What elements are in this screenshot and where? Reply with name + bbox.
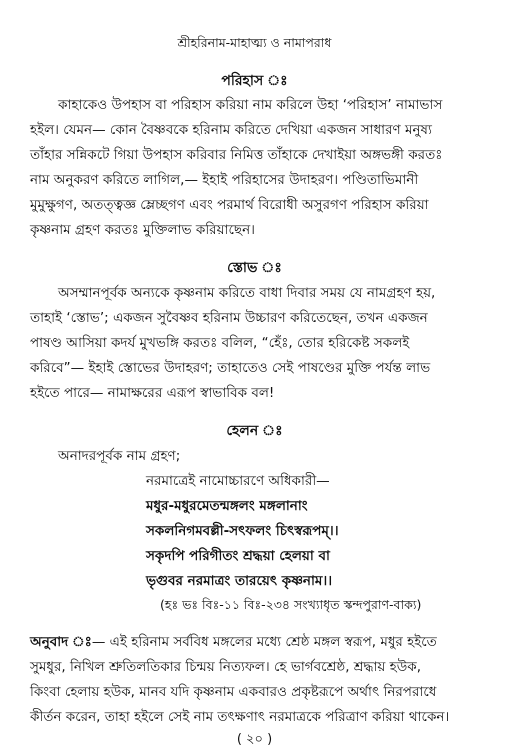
stobh-line-4: করিবে”— ইহাই স্তোভের উদাহরণ; তাহাতেও সেই পাষণ্ডের মুক্তি পর্যন্ত লাভ [30, 360, 431, 376]
translation-line-2: সুমধুর, নিখিল শ্রুতিলতিকার চিন্ময় নিত্যফল। হে ভার্গবশ্রেষ্ঠ, শ্রদ্ধায় হউক, [30, 659, 422, 675]
verse-line-4: ভৃগুবর নরমাত্রং তারয়েৎ কৃষ্ণনাম।। [146, 573, 333, 589]
helan-intro: অনাদরপূর্বক নাম গ্রহণ; [58, 448, 181, 464]
stobh-line-1: অসম্মানপূর্বক অন্যকে কৃষ্ণনাম করিতে বাধা দিবার সময় যে নামগ্রহণ হয়, [58, 285, 436, 301]
verse-line-3: সকৃদপি পরিগীতং শ্রদ্ধয়া হেলয়া বা [146, 548, 330, 564]
parihas-line-1: কাহাকেও উপহাস বা পরিহাস করিয়া নাম করিলে উহা ‘পরিহাস’ নামাভাস [58, 97, 443, 113]
helan-verse-lead: নরমাত্রেই নামোচ্চারণে অধিকারী— [146, 473, 330, 489]
parihas-line-2: হইল। যেমন— কোন বৈষ্ণবকে হরিনাম করিতে দেখিয়া একজন সাধারণ মনুষ্য [30, 122, 432, 138]
parihas-line-3: তাঁহার সন্নিকটে গিয়া উপহাস করিবার নিমিত্ত তাঁহাকে দেখাইয়া অঙ্গভঙ্গী করতঃ [30, 147, 443, 163]
page-number: ( ২০ ) [236, 732, 273, 747]
translation-line-3: কিংবা হেলায় হউক, মানব যদি কৃষ্ণনাম একবারও প্রকৃষ্টরূপে অর্থাৎ নিরপরাধে [30, 684, 437, 700]
parihas-line-6: কৃষ্ণনাম গ্রহণ করতঃ মুক্তিলাভ করিয়াছেন। [30, 222, 255, 238]
heading-stobh: স্তোভ ঃ [227, 260, 282, 276]
parihas-line-4: নাম অনুকরণ করিতে লাগিল,— ইহাই পরিহাসের উদাহরণ। পণ্ডিতাভিমানী [30, 172, 419, 188]
heading-helan: হেলন ঃ [226, 423, 283, 439]
parihas-line-5: মুমুক্ষুগণ, অতত্ত্বজ্ঞ ম্লেচ্ছগণ এবং পরমার্থ বিরোধী অসুরগণ পরিহাস করিয়া [30, 197, 429, 213]
stobh-line-2: তাহাই ‘স্তোভ’; একজন সুবৈষ্ণব হরিনাম উচ্চারণ করিতেছেন, তখন একজন [30, 310, 428, 326]
verse-line-2: সকলনিগমবল্লী-সৎফলং চিৎস্বরূপম্।। [146, 523, 339, 539]
verse-reference: (হঃ ভঃ বিঃ-১১ বিঃ-২৩৪ সংখ্যাধৃত স্কন্দপুরাণ-বাক্য) [160, 597, 422, 612]
translation-line-1-text: — এই হরিনাম সর্ববিধ মঙ্গলের মধ্যে শ্রেষ্ঠ মঙ্গল স্বরূপ, মধুর হইতে [91, 634, 437, 650]
running-header: শ্রীহরিনাম-মাহাত্ম্য ও নামাপরাধ [177, 35, 332, 50]
verse-line-1: মধুর-মধুরমেতন্মঙ্গলং মঙ্গলানাং [146, 498, 308, 514]
translation-line-4: কীর্তন করেন, তাহা হইলে সেই নাম তৎক্ষণাৎ নরমাত্রকে পরিত্রাণ করিয়া থাকেন। [30, 709, 450, 725]
translation-label: অনুবাদ ঃ [30, 634, 92, 650]
translation-line-1 [30, 633, 485, 651]
heading-parihas: পরিহাস ঃ [221, 73, 288, 89]
stobh-line-5: হইতে পারে— নামাক্ষরের এরূপ স্বাভাবিক বল! [30, 385, 275, 401]
stobh-line-3: পাষণ্ড আসিয়া কদর্য মুখভঙ্গি করতঃ বলিল, “হেঁঃ, তোর হরিকেষ্ট সকলই [30, 335, 410, 351]
